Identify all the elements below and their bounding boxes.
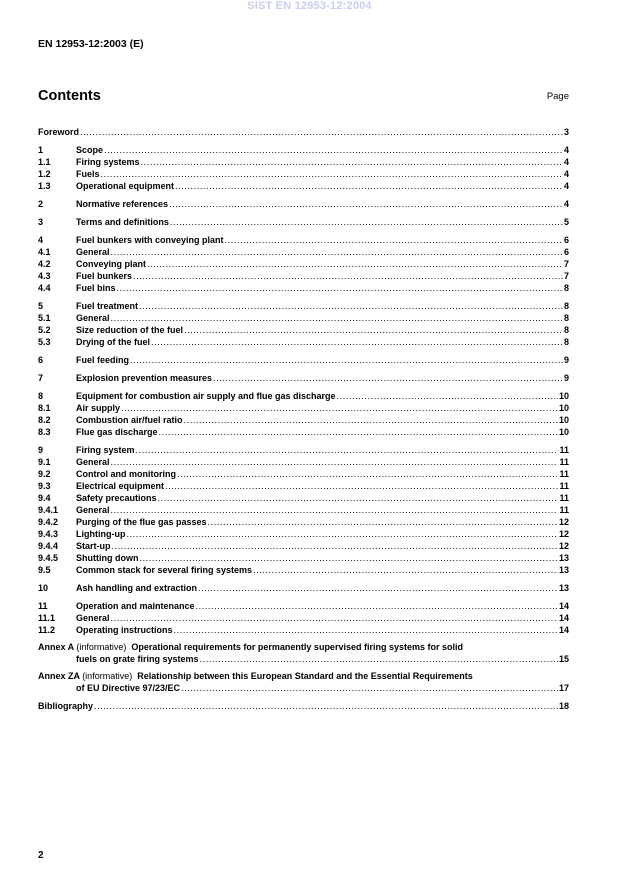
toc-entry-page: 6 [563,247,569,257]
toc-entry[interactable] [38,444,569,456]
table-of-contents [38,126,569,712]
toc-entry-number: 9.4.5 [38,553,59,563]
annex-type: (informative) [76,642,127,652]
toc-entry-page: 13 [558,553,569,563]
toc-leader-dots [213,372,563,384]
toc-entry-number: 9.4.2 [38,517,59,527]
toc-entry-number: 9.4.3 [38,529,59,539]
toc-entry-title: Operational equipment [76,181,175,191]
toc-entry[interactable] [38,246,569,258]
toc-entry-page: 11 [559,493,569,503]
toc-entry-number: 8.1 [38,403,51,413]
toc-entry-number: 9.1 [38,457,51,467]
toc-entry[interactable] [38,216,569,228]
toc-leader-dots [141,156,563,168]
toc-leader-dots [111,312,563,324]
toc-leader-dots [139,300,563,312]
toc-entry[interactable] [38,402,569,414]
toc-entry-title: Foreword [38,127,80,137]
toc-entry[interactable] [38,300,569,312]
toc-entry-title: Fuel bunkers with conveying plant [76,235,224,245]
toc-entry-page: 10 [558,427,569,437]
toc-leader-dots [177,468,559,480]
toc-entry-number: 11.2 [38,625,56,635]
toc-entry-title: Equipment for combustion air supply and flue gas discharge [76,391,336,401]
toc-leader-dots [184,324,563,336]
toc-leader-dots [184,414,558,426]
annex-type: (informative) [82,671,133,681]
toc-leader-dots [136,444,559,456]
toc-entry[interactable] [38,528,569,540]
toc-entry-title: Control and monitoring [76,469,176,479]
toc-entry-number: 7 [38,373,44,383]
toc-entry[interactable] [38,600,569,612]
toc-entry-number: 4 [38,235,44,245]
toc-entry-page: 12 [558,541,569,551]
toc-entry-number: 8 [38,391,44,401]
toc-entry-number: 1.2 [38,169,51,179]
toc-entry[interactable] [38,180,569,192]
toc-entry-number: 9.4.1 [38,505,59,515]
toc-leader-dots [101,168,563,180]
toc-entry-page: 8 [563,283,569,293]
toc-entry-page: 11 [559,445,569,455]
toc-leader-dots [225,234,563,246]
toc-entry-page: 9 [563,373,569,383]
toc-entry-title: Operating instructions [76,625,173,635]
toc-entry[interactable] [38,552,569,564]
toc-entry[interactable] [38,234,569,246]
toc-leader-dots [126,528,558,540]
toc-entry-page: 4 [563,145,569,155]
toc-entry-number: 9.5 [38,565,51,575]
toc-leader-dots [139,552,558,564]
toc-entry-title: Ash handling and extraction [76,583,198,593]
page-number: 2 [38,850,44,861]
toc-leader-dots [165,480,558,492]
toc-leader-dots [196,600,558,612]
toc-leader-dots [112,540,558,552]
annex-title-line1: Relationship between this European Standard and the Essential Requirements [137,671,473,681]
toc-leader-dots [111,246,563,258]
toc-entry-title: Firing systems [76,157,140,167]
toc-entry-page: 4 [563,181,569,191]
toc-entry-number: 10 [38,583,49,593]
toc-entry-title: Combustion air/fuel ratio [76,415,183,425]
toc-entry-title: Bibliography [38,701,94,711]
toc-entry[interactable] [38,282,569,294]
annex-title-row [38,683,569,695]
toc-entry[interactable] [38,354,569,366]
toc-leader-dots [170,216,563,228]
toc-entry-number: 1 [38,145,44,155]
annex-title-line2: fuels on grate firing systems [76,653,199,664]
toc-entry[interactable] [38,624,569,636]
toc-entry[interactable] [38,564,569,576]
toc-entry-number: 1.3 [38,181,51,191]
toc-entry-title: Shutting down [76,553,139,563]
toc-leader-dots [111,612,558,624]
toc-entry-number: 11 [38,601,48,611]
toc-entry-title: Electrical equipment [76,481,165,491]
toc-entry[interactable] [38,468,569,480]
toc-entry[interactable] [38,270,569,282]
toc-leader-dots [111,456,559,468]
toc-entry-number: 4.4 [38,283,51,293]
toc-leader-dots [200,654,558,666]
toc-entry[interactable] [38,456,569,468]
toc-entry-title: Explosion prevention measures [76,373,213,383]
toc-entry[interactable] [38,372,569,384]
toc-entry-number: 5.2 [38,325,51,335]
toc-entry-title: General [76,613,110,623]
toc-entry-title: General [76,457,110,467]
toc-entry-page: 8 [563,325,569,335]
toc-entry-title: Firing system [76,445,135,455]
toc-entry[interactable] [38,390,569,402]
toc-entry-title: General [76,247,110,257]
toc-entry-title: Size reduction of the fuel [76,325,184,335]
toc-entry-page: 7 [563,259,569,269]
toc-entry-number: 4.1 [38,247,51,257]
toc-entry-number: 9.4 [38,493,51,503]
toc-entry-title: Conveying plant [76,259,147,269]
toc-entry-number: 11.1 [38,613,56,623]
toc-entry-title: Purging of the flue gas passes [76,517,207,527]
toc-entry-page: 7 [563,271,569,281]
annex-heading-line [38,671,569,683]
toc-entry-number: 8.3 [38,427,51,437]
toc-entry-page: 18 [558,701,569,711]
toc-entry-page: 8 [563,301,569,311]
toc-entry-page: 10 [558,391,569,401]
toc-entry-title: Fuels [76,169,100,179]
toc-entry-number: 5.1 [38,313,51,323]
toc-entry-number: 2 [38,199,44,209]
toc-entry[interactable] [38,198,569,210]
toc-entry-title: Common stack for several firing systems [76,565,253,575]
toc-entry[interactable] [38,540,569,552]
toc-entry-page: 8 [563,337,569,347]
toc-entry-number: 9.4.4 [38,541,59,551]
toc-entry-title: General [76,505,110,515]
toc-entry[interactable] [38,582,569,594]
toc-entry-page: 10 [558,415,569,425]
toc-entry-page: 14 [558,601,569,611]
page-column-label: Page [546,91,569,102]
annex-label: Annex ZA [38,671,80,681]
toc-leader-dots [94,700,558,712]
toc-leader-dots [117,282,563,294]
toc-entry-number: 9 [38,445,44,455]
annex-heading-line [38,642,569,654]
toc-entry-page: 11 [559,505,569,515]
toc-entry-page: 11 [559,481,569,491]
annex-label: Annex A [38,642,74,652]
toc-entry-title: Air supply [76,403,121,413]
toc-entry-page: 14 [558,613,569,623]
toc-entry-page: 10 [558,403,569,413]
toc-leader-dots [208,516,558,528]
toc-entry[interactable] [38,612,569,624]
page-title: Contents [38,88,101,104]
toc-entry-title: Operation and maintenance [76,601,195,611]
toc-entry-number: 1.1 [38,157,51,167]
toc-leader-dots [147,258,563,270]
toc-entry[interactable] [38,168,569,180]
toc-entry-bibliography[interactable] [38,700,569,712]
toc-entry-title: Start-up [76,541,111,551]
toc-entry-page: 13 [558,565,569,575]
toc-entry[interactable] [38,480,569,492]
toc-entry-title: Drying of the fuel [76,337,150,347]
toc-entry-number: 8.2 [38,415,51,425]
toc-leader-dots [151,336,563,348]
toc-entry[interactable] [38,414,569,426]
toc-leader-dots [121,402,558,414]
toc-entry-number: 6 [38,355,44,365]
toc-entry-page: 12 [558,517,569,527]
toc-entry-page: 13 [558,583,569,593]
document-id: EN 12953-12:2003 (E) [38,38,144,50]
toc-entry-title: Flue gas discharge [76,427,158,437]
toc-entry[interactable] [38,258,569,270]
annex-page: 17 [558,682,569,693]
toc-entry-page: 4 [563,157,569,167]
watermark: SIST EN 12953-12:2004 [247,0,372,12]
toc-entry-page: 11 [559,469,569,479]
toc-entry-number: 3 [38,217,44,227]
annex-title-row [38,654,569,666]
toc-entry-page: 4 [563,169,569,179]
toc-entry-page: 6 [563,235,569,245]
toc-leader-dots [130,354,563,366]
toc-leader-dots [181,683,558,695]
toc-leader-dots [159,426,558,438]
toc-entry-page: 12 [558,529,569,539]
toc-leader-dots [253,564,558,576]
toc-entry[interactable] [38,516,569,528]
toc-leader-dots [104,144,563,156]
toc-entry-page: 5 [563,217,569,227]
toc-entry-title: Scope [76,145,104,155]
toc-leader-dots [111,504,559,516]
toc-entry[interactable] [38,492,569,504]
toc-entry-title: Safety precautions [76,493,157,503]
toc-entry-page: 11 [559,457,569,467]
toc-entry[interactable] [38,144,569,156]
toc-entry[interactable] [38,336,569,348]
toc-entry-page: 14 [558,625,569,635]
toc-entry-title: Fuel feeding [76,355,130,365]
toc-entry-number: 4.2 [38,259,51,269]
toc-entry-number: 9.2 [38,469,51,479]
toc-leader-dots [133,270,563,282]
toc-entry-title: Terms and definitions [76,217,169,227]
toc-entry-page: 4 [563,199,569,209]
annex-page: 15 [558,653,569,664]
toc-entry-title: Normative references [76,199,169,209]
toc-leader-dots [198,582,558,594]
toc-annex-entry[interactable] [38,642,569,665]
toc-leader-dots [175,180,563,192]
toc-entry-page: 8 [563,313,569,323]
toc-leader-dots [337,390,558,402]
toc-entry[interactable] [38,312,569,324]
toc-entry-title: Fuel treatment [76,301,139,311]
toc-entry-number: 5 [38,301,44,311]
toc-entry[interactable] [38,504,569,516]
toc-entry[interactable] [38,156,569,168]
toc-leader-dots [158,492,559,504]
toc-leader-dots [169,198,563,210]
toc-entry[interactable] [38,426,569,438]
toc-entry-number: 9.3 [38,481,51,491]
toc-entry-page: 3 [563,127,569,137]
toc-entry[interactable] [38,324,569,336]
annex-title-line2: of EU Directive 97/23/EC [76,682,181,693]
toc-entry-page: 9 [563,355,569,365]
toc-entry-title: Fuel bins [76,283,116,293]
toc-entry-title: General [76,313,110,323]
toc-annex-entry[interactable] [38,671,569,694]
toc-leader-dots [80,126,563,138]
toc-entry-number: 4.3 [38,271,51,281]
toc-entry-title: Lighting-up [76,529,126,539]
toc-entry-title: Fuel bunkers [76,271,133,281]
toc-leader-dots [174,624,558,636]
toc-entry-number: 5.3 [38,337,51,347]
annex-title-line1: Operational requirements for permanently supervised firing systems for solid [131,642,463,652]
toc-entry[interactable] [38,126,569,138]
